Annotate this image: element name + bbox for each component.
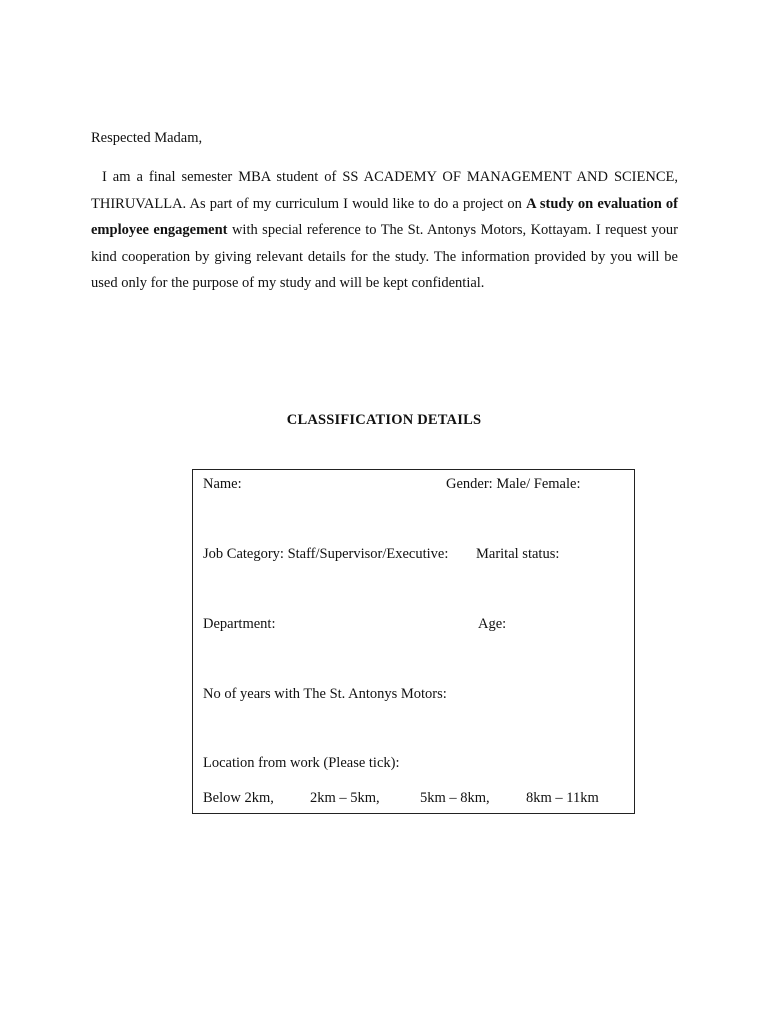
job-category-label: Job Category: Staff/Supervisor/Executive:	[203, 546, 449, 562]
classification-form	[192, 469, 635, 814]
location-option-5-8km: 5km – 8km,	[420, 790, 490, 806]
letter-intro: I am a final semester MBA student of SS ACADEMY OF MANAGEMENT AND SCIENCE, THIRUVALLA. As part of my curriculum I would like to do a project on	[91, 169, 678, 212]
location-option-8-11km: 8km – 11km	[526, 790, 599, 806]
letter-body	[91, 164, 678, 297]
name-label: Name:	[203, 476, 242, 492]
section-title: CLASSIFICATION DETAILS	[286, 412, 482, 428]
location-label: Location from work (Please tick):	[203, 755, 400, 771]
location-option-2-5km: 2km – 5km,	[310, 790, 380, 806]
department-label: Department:	[203, 616, 276, 632]
gender-label: Gender: Male/ Female:	[446, 476, 581, 492]
letter-body-rest: with special reference to The St. Antonys Motors, Kottayam. I request your kind cooperation by giving relevant details for the study. The information provided by you will be used only for the purpose of my study and will be kept confidential.	[91, 222, 678, 291]
marital-status-label: Marital status:	[476, 546, 560, 562]
salutation: Respected Madam,	[91, 130, 203, 146]
years-label: No of years with The St. Antonys Motors:	[203, 686, 447, 702]
location-option-below-2km: Below 2km,	[203, 790, 274, 806]
age-label: Age:	[478, 616, 507, 632]
project-title: A study on evaluation of employee engagement	[91, 195, 678, 238]
